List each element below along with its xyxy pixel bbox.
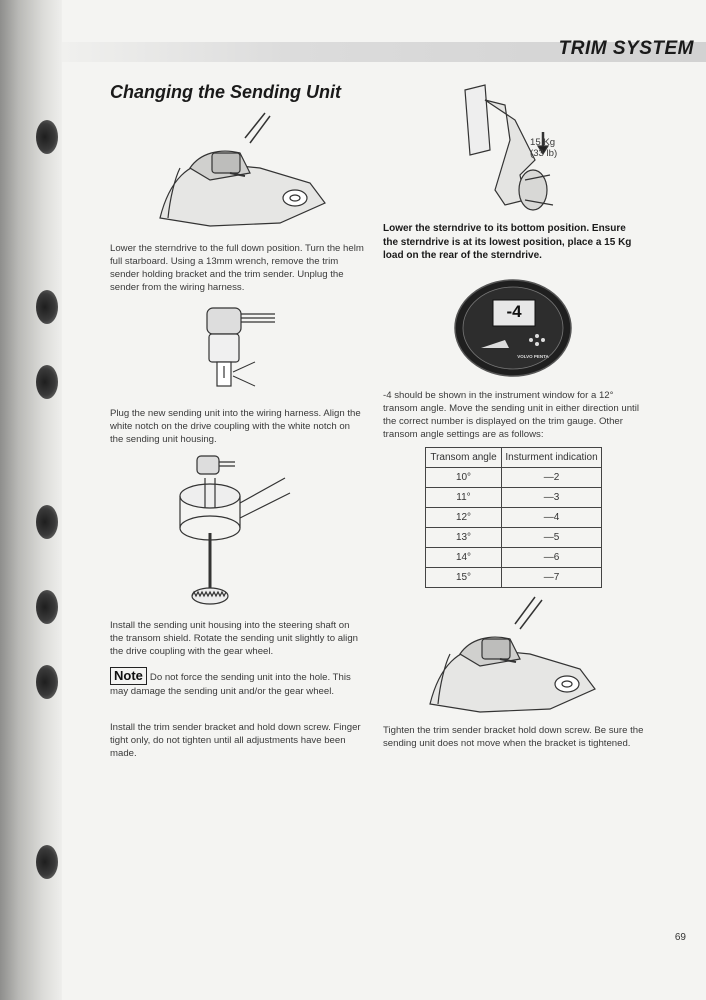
- table-row: [426, 488, 602, 508]
- table-cell-indication: —5: [502, 528, 602, 548]
- binder-hole: [36, 365, 58, 399]
- table-header-indication: Insturment indication: [502, 448, 602, 468]
- tighten-bracket-illustration: [420, 592, 610, 717]
- table-row: [426, 528, 602, 548]
- step6-text: -4 should be shown in the instrument window for a 12° transom angle. Move the sending unit in either direction until the correct number is displayed on the trim gauge. Other transom angle settings are as follows:: [383, 390, 639, 440]
- table-cell-angle: 11°: [426, 488, 502, 508]
- binder-edge: [0, 0, 62, 1000]
- sending-unit-connector-illustration: [195, 300, 285, 400]
- weight-lb-label: (33 lb): [530, 148, 558, 159]
- section-title: TRIM SYSTEM: [558, 38, 694, 59]
- table-cell-angle: 14°: [426, 548, 502, 568]
- weight-label: [530, 137, 590, 159]
- table-cell-indication: —3: [502, 488, 602, 508]
- table-cell-indication: —2: [502, 468, 602, 488]
- housing-gear-wheel-illustration: [175, 448, 325, 616]
- note-block: [110, 667, 368, 698]
- table-row: [426, 548, 602, 568]
- table-row: [426, 568, 602, 588]
- binder-hole: [36, 665, 58, 699]
- gauge-display-value: -4: [506, 302, 522, 321]
- trim-gauge-face: [453, 278, 573, 378]
- step7-text: Tighten the trim sender bracket hold down screw. Be sure the sending unit does not move when the bracket is tightened.: [383, 725, 644, 749]
- page-heading: Changing the Sending Unit: [110, 82, 341, 102]
- transom-angle-table: [425, 447, 602, 588]
- table-cell-angle: 10°: [426, 468, 502, 488]
- table-header-angle: Transom angle: [426, 448, 502, 468]
- step1-text: Lower the sterndrive to the full down position. Turn the helm full starboard. Using a 13mm wrench, remove the trim sender holding bracket and the trim sender. Unplug the sender from the wiring harness.: [110, 243, 364, 293]
- binder-hole: [36, 845, 58, 879]
- table-row: [426, 508, 602, 528]
- table-cell-angle: 12°: [426, 508, 502, 528]
- table-cell-angle: 13°: [426, 528, 502, 548]
- note-badge: Note: [110, 667, 147, 685]
- binder-hole: [36, 290, 58, 324]
- step4-text: Install the trim sender bracket and hold down screw. Finger tight only, do not tighten until all adjustments have been made.: [110, 722, 361, 759]
- step3-text: Install the sending unit housing into the steering shaft on the transom shield. Rotate the sending unit slightly to align the drive coupling with the gear wheel.: [110, 620, 358, 657]
- binder-hole: [36, 590, 58, 624]
- table-cell-angle: 15°: [426, 568, 502, 588]
- weight-kg-label: 15 Kg: [530, 137, 556, 148]
- page-number: 69: [674, 932, 686, 943]
- binder-hole: [36, 505, 58, 539]
- table-header-row: [426, 448, 602, 468]
- binder-hole: [36, 120, 58, 154]
- step2-text: Plug the new sending unit into the wiring harness. Align the white notch on the drive coupling with the white notch on the sending unit housing.: [110, 408, 361, 445]
- gauge-brand: VOLVO PENTA: [517, 354, 549, 359]
- note-text: Do not force the sending unit into the hole. This may damage the sending unit and/or the gear wheel.: [110, 672, 351, 697]
- table-row: [426, 468, 602, 488]
- trim-gauge: [453, 278, 573, 378]
- table-cell-indication: —4: [502, 508, 602, 528]
- step5-text: Lower the sterndrive to its bottom position. Ensure the sterndrive is at its lowest position, place a 15 Kg load on the rear of the sterndrive.: [383, 223, 632, 261]
- table-cell-indication: —7: [502, 568, 602, 588]
- table-cell-indication: —6: [502, 548, 602, 568]
- sender-bracket-illustration: [150, 108, 340, 233]
